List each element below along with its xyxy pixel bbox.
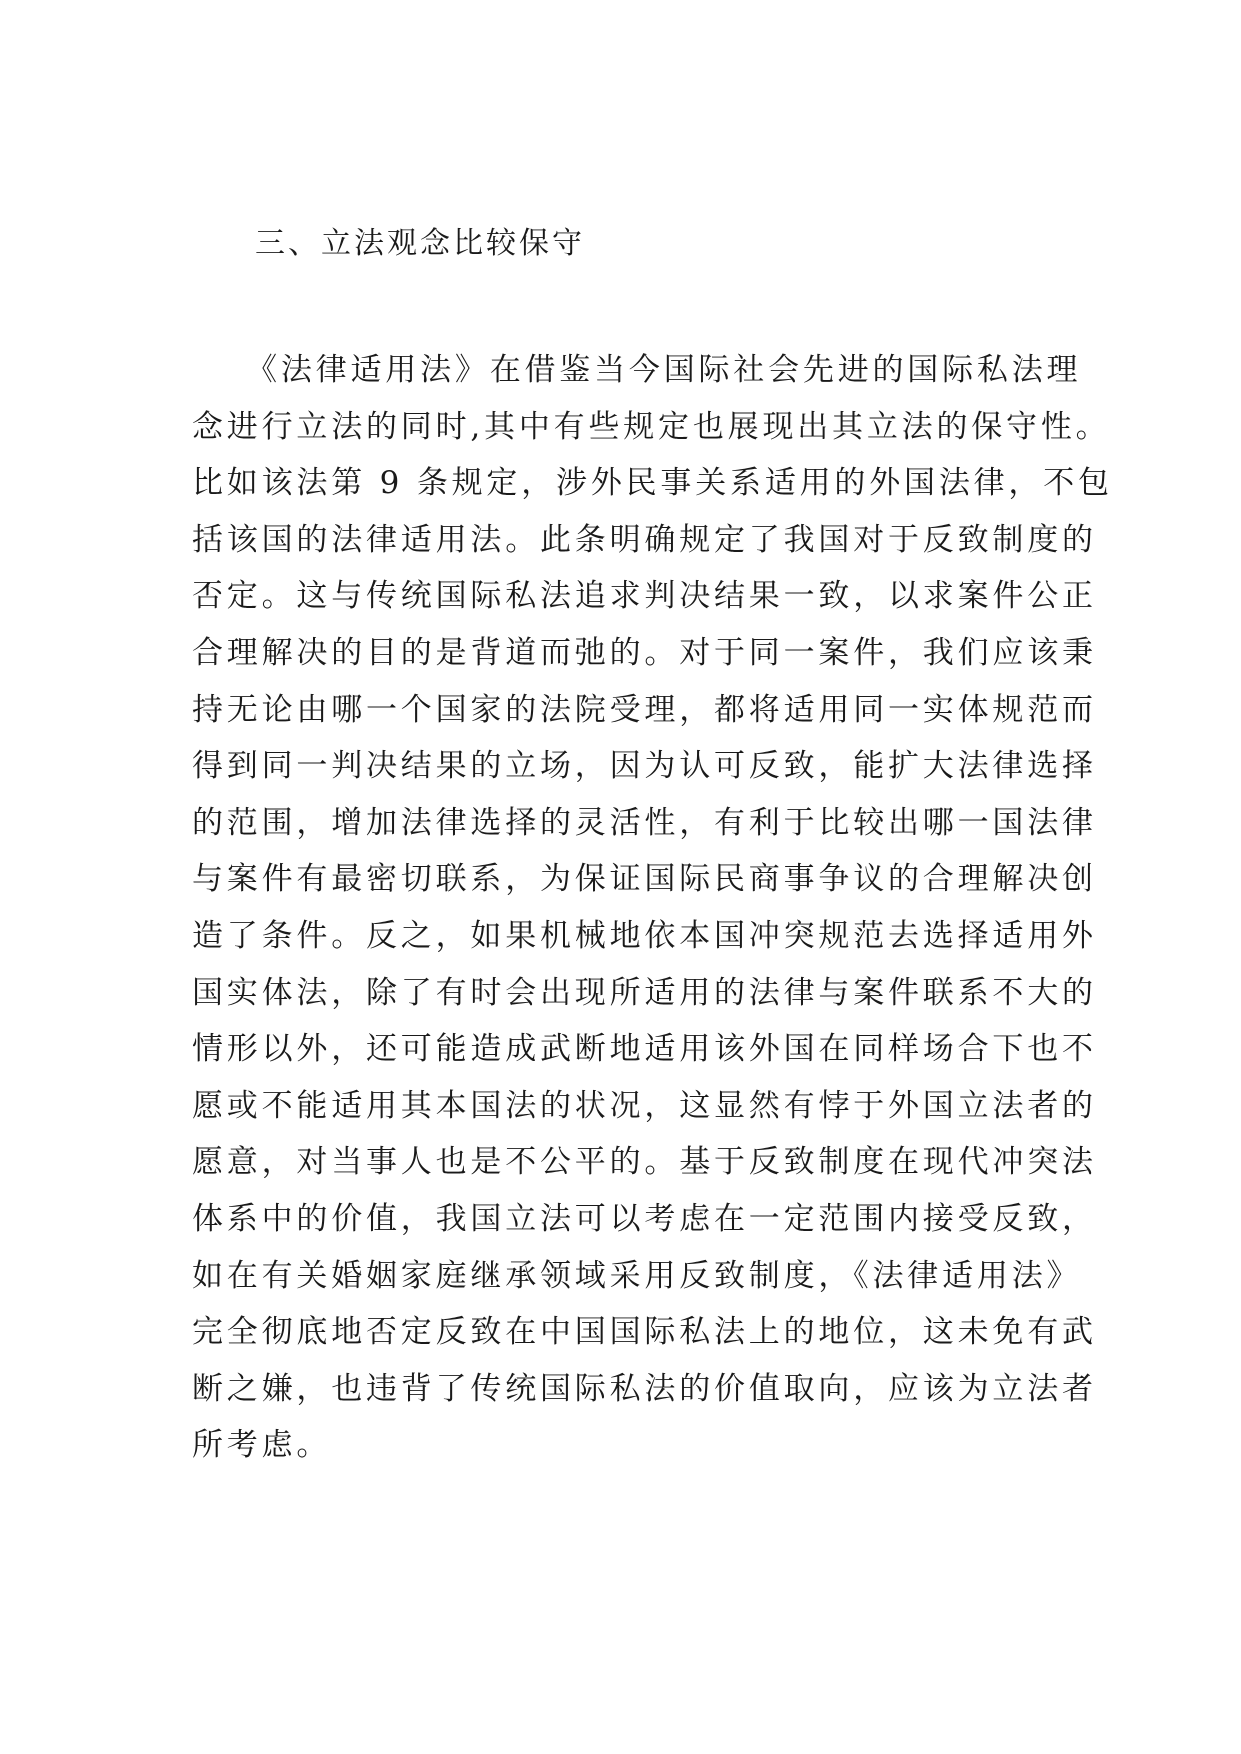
paragraph-line: 如在有关婚姻家庭继承领域采用反致制度，《法律适用法》 bbox=[192, 1257, 1082, 1294]
paragraph-line: 体系中的价值，我国立法可以考虑在一定范围内接受反致， bbox=[192, 1200, 1097, 1237]
paragraph-line: 念进行立法的同时,其中有些规定也展现出其立法的保守性。 bbox=[192, 408, 1111, 445]
paragraph-line: 合理解决的目的是背道而弛的。对于同一案件，我们应该秉 bbox=[192, 634, 1097, 671]
paragraph-line: 国实体法，除了有时会出现所适用的法律与案件联系不大的 bbox=[192, 974, 1097, 1011]
paragraph-line: 愿或不能适用其本国法的状况，这显然有悖于外国立法者的 bbox=[192, 1087, 1097, 1124]
paragraph-line: 得到同一判决结果的立场，因为认可反致，能扩大法律选择 bbox=[192, 748, 1097, 785]
paragraph-line: 的范围，增加法律选择的灵活性，有利于比较出哪一国法律 bbox=[192, 804, 1097, 841]
paragraph-line: 情形以外，还可能造成武断地适用该外国在同样场合下也不 bbox=[192, 1031, 1097, 1068]
section-heading: 三、立法观念比较保守 bbox=[255, 226, 585, 261]
paragraph-line: 否定。这与传统国际私法追求判决结果一致，以求案件公正 bbox=[192, 578, 1097, 615]
paragraph-line: 完全彻底地否定反致在中国国际私法上的地位，这未免有武 bbox=[192, 1314, 1097, 1351]
paragraph-line: 愿意，对当事人也是不公平的。基于反致制度在现代冲突法 bbox=[192, 1144, 1097, 1181]
paragraph-line: 断之嫌，也违背了传统国际私法的价值取向，应该为立法者 bbox=[192, 1370, 1097, 1407]
paragraph-line: 造了条件。反之，如果机械地依本国冲突规范去选择适用外 bbox=[192, 917, 1097, 954]
body-paragraph bbox=[192, 342, 1113, 1474]
paragraph-line: 所考虑。 bbox=[192, 1427, 332, 1464]
paragraph-line: 比如该法第 9 条规定，涉外民事关系适用的外国法律，不包 bbox=[192, 465, 1113, 502]
paragraph-line: 持无论由哪一个国家的法院受理，都将适用同一实体规范而 bbox=[192, 691, 1097, 728]
paragraph-line: 《法律适用法》在借鉴当今国际社会先进的国际私法理 bbox=[192, 352, 1082, 388]
paragraph-line: 括该国的法律适用法。此条明确规定了我国对于反致制度的 bbox=[192, 521, 1097, 558]
paragraph-line: 与案件有最密切联系，为保证国际民商事争议的合理解决创 bbox=[192, 861, 1097, 898]
